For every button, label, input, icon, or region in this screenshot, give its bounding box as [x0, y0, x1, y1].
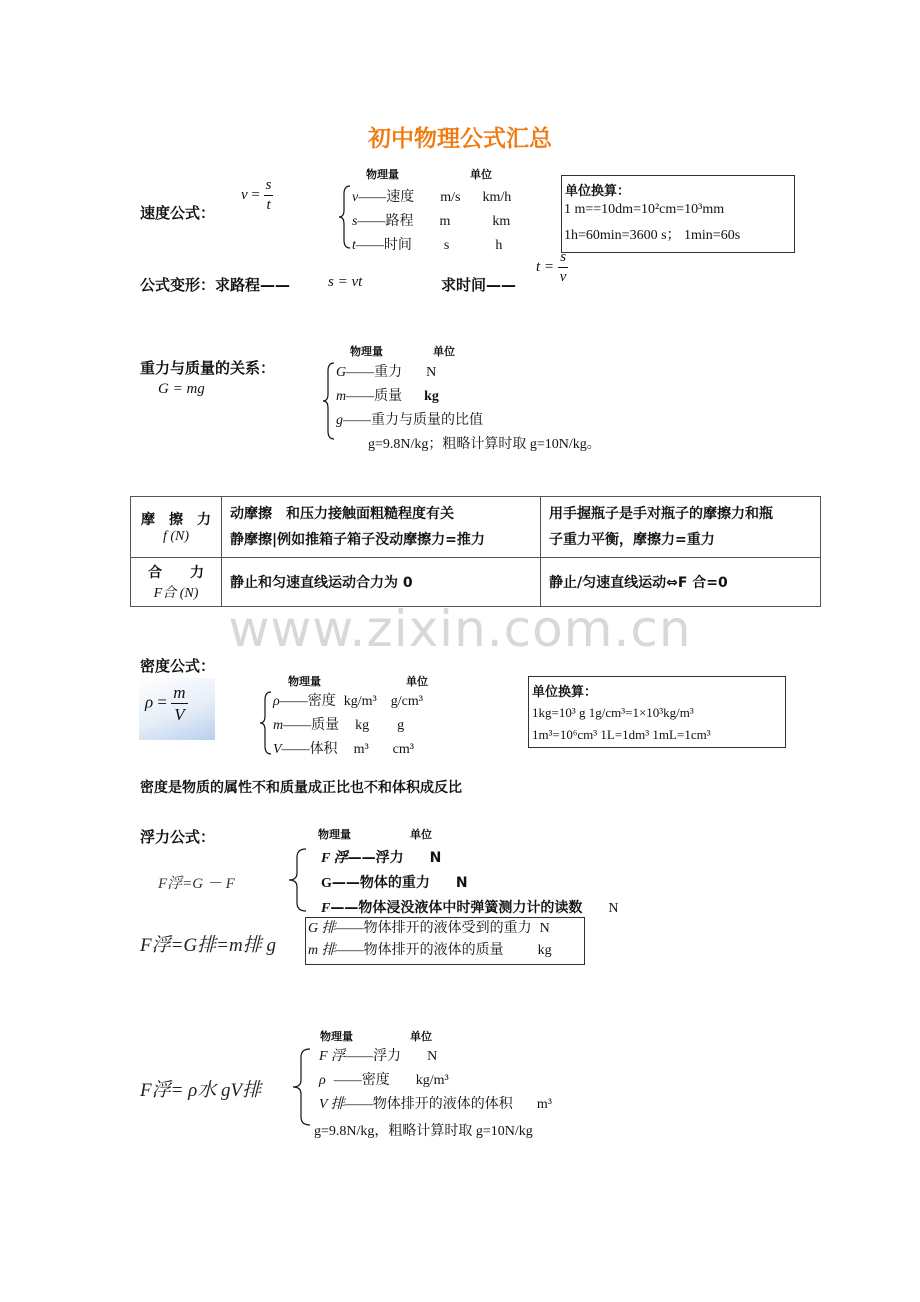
speed-variation-label: 公式变形：求路程——: [140, 276, 291, 294]
speed-time-label: 求时间——: [441, 276, 517, 294]
density-formula-image: [139, 678, 215, 740]
page-title: 初中物理公式汇总: [368, 126, 552, 152]
gravity-row: g——重力与质量的比值: [336, 413, 483, 428]
density-row: V——体积 m³ cm³: [273, 742, 414, 757]
table-cell: 用手握瓶子是手对瓶子的摩擦力和瓶 子重力平衡，摩擦力=重力: [541, 497, 821, 558]
speed-row: s——路程 m km: [352, 214, 511, 229]
gravity-brace: [322, 361, 336, 441]
speed-conversion-line: 1 m==10dm=10²cm=10³mm: [564, 202, 725, 217]
buoyancy-box-row: G 排——物体排开的液体受到的重力 N: [308, 921, 550, 936]
header-quantity: 物理量: [318, 828, 351, 841]
buoyancy-row: F 浮——浮力 N: [319, 1049, 438, 1064]
speed-brace: [338, 184, 352, 250]
density-conversion-line: 1kg=10³ g 1g/cm³=1×10³kg/m³: [532, 705, 694, 720]
watermark: www.zixin.com.cn: [228, 600, 692, 658]
gravity-var-list: [336, 361, 601, 457]
buoyancy-row: ρ ——密度 kg/m³: [319, 1073, 449, 1088]
gravity-note: g=9.8N/kg；粗略计算时取 g=10N/kg。: [368, 437, 601, 452]
speed-path-formula: s = vt: [328, 274, 363, 290]
speed-formula: v = $\frac{s}{t}$: [241, 177, 272, 213]
buoyancy-row: G——物体的重力 N: [321, 875, 468, 891]
buoyancy-formula-3: F浮= ρ水 gV排: [140, 1080, 262, 1101]
header-unit: 单位: [410, 1030, 432, 1043]
density-row: m——质量 kg g: [273, 718, 405, 733]
density-formula: ρ = $\frac{m}{V}$: [145, 683, 186, 724]
force-table: [130, 496, 821, 607]
speed-row: v——速度 m/s km/h: [352, 190, 512, 205]
buoyancy-brace-2: [292, 1047, 312, 1127]
density-conversion-line: 1m³=10⁶cm³ 1L=1dm³ 1mL=1cm³: [532, 727, 711, 742]
density-var-list: [273, 690, 423, 762]
buoyancy-row: V 排——物体排开的液体的体积 m³: [319, 1097, 552, 1112]
header-quantity: 物理量: [350, 345, 383, 358]
speed-formula-fraction: $\frac{s}{t}$: [265, 177, 272, 213]
table-cell: 动摩擦 和压力接触面粗糙程度有关 静摩擦|例如推箱子箱子没动摩擦力=推力: [222, 497, 541, 558]
table-cell: 静止和匀速直线运动合力为 0: [222, 558, 541, 607]
speed-time-formula: t = $\frac{s}{v}$: [536, 249, 567, 285]
table-row: [131, 497, 821, 558]
speed-row: t——时间 s h: [352, 238, 503, 253]
speed-conversion-box: 单位换算： 1 m==10dm=10²cm=10³mm 1h=60min=3600 s； 1min=60s: [561, 175, 795, 253]
header-unit: 单位: [433, 345, 455, 358]
buoyancy-var-list-2: [319, 1045, 552, 1117]
gravity-row: m——质量 kg: [336, 389, 439, 404]
buoyancy-box-row: m 排——物体排开的液体的质量 kg: [308, 943, 552, 958]
buoyancy-row: F——物体浸没液体中时弹簧测力计的读数 N: [321, 900, 619, 916]
density-brace: [259, 690, 273, 756]
header-quantity: 物理量: [366, 168, 399, 181]
table-cell: 合 力 F合 (N): [131, 558, 222, 607]
header-unit: 单位: [406, 675, 428, 688]
buoyancy-formula-1: F浮=G － F: [158, 876, 235, 892]
header-quantity: 物理量: [288, 675, 321, 688]
buoyancy-label: 浮力公式：: [140, 828, 216, 846]
buoyancy-var-list-1: [321, 846, 618, 921]
buoyancy-note: g=9.8N/kg，粗略计算时取 g=10N/kg: [314, 1124, 533, 1139]
buoyancy-row: F 浮——浮力 N: [321, 850, 442, 866]
header-unit: 单位: [410, 828, 432, 841]
density-label: 密度公式：: [140, 657, 216, 675]
buoyancy-formula-2: F浮=G排=m排 g: [140, 935, 276, 956]
table-cell: 摩 擦 力 f (N): [131, 497, 222, 558]
speed-formula-lhs: v: [241, 186, 248, 203]
buoyancy-displaced-box: [305, 917, 585, 965]
gravity-row: G——重力 N: [336, 365, 437, 380]
gravity-label: 重力与质量的关系：: [140, 359, 276, 377]
table-row: [131, 558, 821, 607]
table-cell: 静止/匀速直线运动⇔F 合=0: [541, 558, 821, 607]
buoyancy-brace-1: [288, 847, 308, 913]
speed-label: 速度公式：: [140, 204, 216, 222]
header-quantity: 物理量: [320, 1030, 353, 1043]
density-row: ρ——密度 kg/m³ g/cm³: [273, 694, 423, 709]
speed-var-list: [352, 186, 511, 258]
header-unit: 单位: [470, 168, 492, 181]
gravity-formula: G = mg: [158, 381, 205, 397]
density-note: 密度是物质的属性不和质量成正比也不和体积成反比: [140, 780, 462, 796]
speed-conversion-line: 1h=60min=3600 s； 1min=60s: [564, 228, 741, 243]
density-conversion-box: 单位换算： 1kg=10³ g 1g/cm³=1×10³kg/m³ 1m³=10⁶cm³ 1L=1dm³ 1mL=1cm³: [528, 676, 786, 748]
